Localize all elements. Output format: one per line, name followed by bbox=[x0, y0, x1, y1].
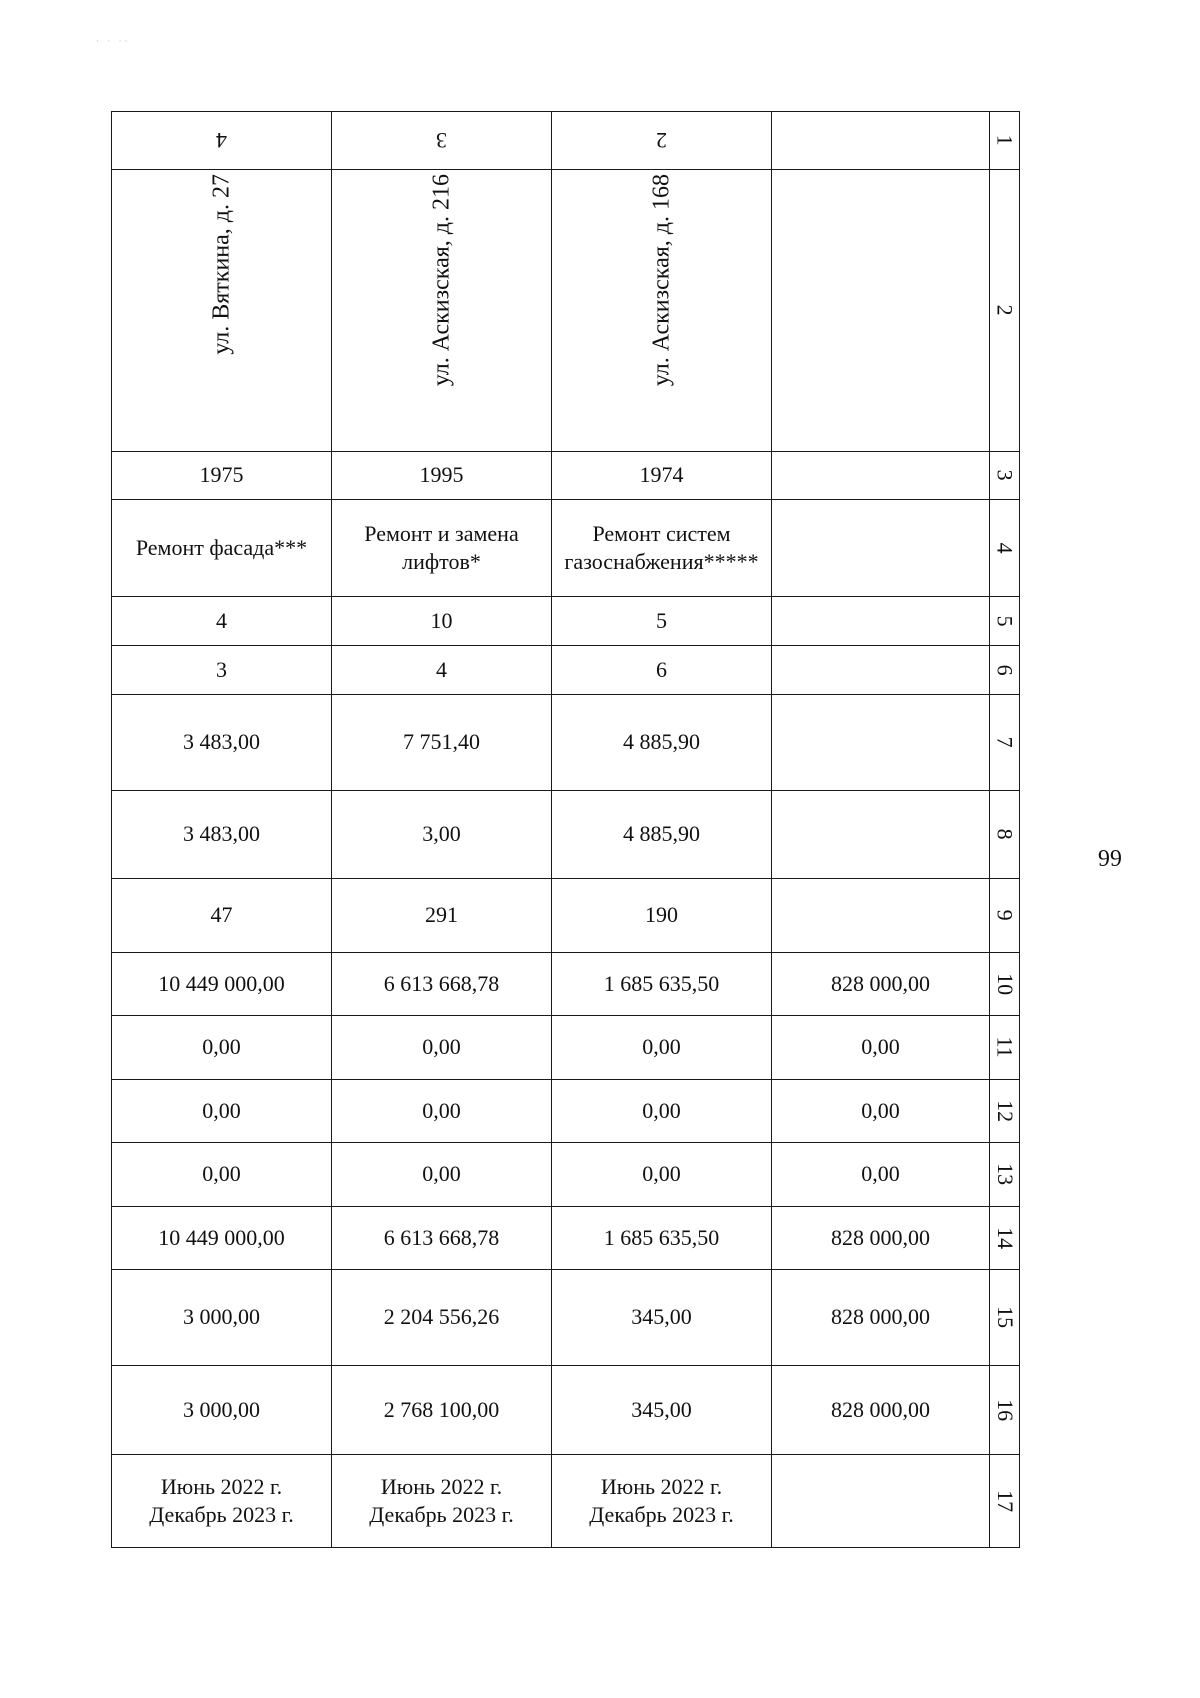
table-cell bbox=[552, 170, 772, 452]
row-number-cell bbox=[990, 597, 1020, 646]
row-number-cell bbox=[990, 879, 1020, 953]
table-cell: Ремонт фасада*** bbox=[112, 500, 332, 597]
table-row bbox=[112, 1016, 1020, 1080]
table-cell: 47 bbox=[112, 879, 332, 953]
table-row bbox=[112, 879, 1020, 953]
table-cell: 0,00 bbox=[552, 1016, 772, 1080]
table-cell: 4 bbox=[332, 646, 552, 695]
repair-program-table bbox=[111, 111, 1020, 1548]
table-cell bbox=[552, 112, 772, 170]
table-row bbox=[112, 953, 1020, 1016]
column-number: 3 bbox=[436, 128, 447, 154]
table-cell bbox=[772, 1455, 990, 1548]
table-cell: 1975 bbox=[112, 452, 332, 500]
row-number-cell bbox=[990, 695, 1020, 791]
table-cell bbox=[112, 1455, 332, 1548]
table-cell bbox=[332, 112, 552, 170]
row-number-cell bbox=[990, 646, 1020, 695]
row-number-cell bbox=[990, 791, 1020, 879]
row-number: 12 bbox=[992, 1100, 1018, 1122]
date-text: Декабрь 2023 г. bbox=[369, 1502, 514, 1527]
address-text: ул. Вяткина, д. 27 bbox=[208, 174, 235, 355]
row-number: 7 bbox=[992, 737, 1018, 748]
table-cell: 345,00 bbox=[552, 1270, 772, 1366]
row-number: 10 bbox=[992, 973, 1018, 995]
row-number: 1 bbox=[992, 135, 1018, 146]
table-cell bbox=[332, 170, 552, 452]
table-cell bbox=[552, 1455, 772, 1548]
table-cell: 0,00 bbox=[552, 1080, 772, 1143]
row-number: 6 bbox=[992, 664, 1018, 676]
table-cell bbox=[772, 597, 990, 646]
table-cell: 1974 bbox=[552, 452, 772, 500]
row-number: 13 bbox=[992, 1163, 1018, 1186]
table-row bbox=[112, 112, 1020, 170]
row-number-cell bbox=[990, 112, 1020, 170]
table-cell: 1995 bbox=[332, 452, 552, 500]
table-cell: 6 613 668,78 bbox=[332, 953, 552, 1016]
row-number-cell bbox=[990, 1080, 1020, 1143]
table-cell bbox=[772, 112, 990, 170]
table-row bbox=[112, 791, 1020, 879]
table-cell bbox=[772, 500, 990, 597]
date-text: Июнь 2022 г. bbox=[380, 1473, 503, 1499]
table-cell: 10 449 000,00 bbox=[112, 953, 332, 1016]
date-text: Декабрь 2023 г. bbox=[149, 1502, 294, 1527]
table-cell: 10 449 000,00 bbox=[112, 1207, 332, 1270]
row-number-cell bbox=[990, 170, 1020, 452]
table-cell: 190 bbox=[552, 879, 772, 953]
table-cell: 828 000,00 bbox=[772, 953, 990, 1016]
column-number: 4 bbox=[216, 128, 227, 154]
table-cell bbox=[772, 452, 990, 500]
row-number-cell bbox=[990, 1270, 1020, 1366]
row-number-cell bbox=[990, 1207, 1020, 1270]
table-cell: 828 000,00 bbox=[772, 1270, 990, 1366]
table-cell bbox=[772, 646, 990, 695]
table-row bbox=[112, 597, 1020, 646]
table-cell: 0,00 bbox=[332, 1143, 552, 1207]
page-number: 66 bbox=[1098, 844, 1122, 870]
scan-marks: · · ·· bbox=[96, 36, 131, 46]
table-cell: 291 bbox=[332, 879, 552, 953]
row-number-cell bbox=[990, 1016, 1020, 1080]
row-number: 4 bbox=[992, 542, 1018, 554]
table-cell: 1 685 635,50 bbox=[552, 953, 772, 1016]
table-cell: 0,00 bbox=[112, 1143, 332, 1207]
row-number: 16 bbox=[992, 1399, 1018, 1421]
row-number: 3 bbox=[992, 470, 1018, 481]
date-text: Июнь 2022 г. bbox=[160, 1473, 283, 1499]
row-number-cell bbox=[990, 500, 1020, 597]
table-cell bbox=[112, 112, 332, 170]
table-cell: 5 bbox=[552, 597, 772, 646]
table-cell: 7 751,40 bbox=[332, 695, 552, 791]
row-number-cell bbox=[990, 1455, 1020, 1548]
row-number: 17 bbox=[992, 1490, 1018, 1512]
row-number: 15 bbox=[992, 1306, 1018, 1329]
table-cell: 0,00 bbox=[772, 1080, 990, 1143]
table-cell bbox=[772, 791, 990, 879]
row-number: 9 bbox=[992, 910, 1018, 921]
row-number: 2 bbox=[992, 305, 1018, 316]
table-cell: 3 483,00 bbox=[112, 791, 332, 879]
table-cell: 2 204 556,26 bbox=[332, 1270, 552, 1366]
table-cell bbox=[332, 1455, 552, 1548]
row-number: 14 bbox=[992, 1227, 1018, 1249]
table-cell: 0,00 bbox=[772, 1143, 990, 1207]
row-number-cell bbox=[990, 1143, 1020, 1207]
address-text: ул. Аскизская, д. 168 bbox=[648, 174, 675, 387]
row-number: 5 bbox=[992, 615, 1018, 627]
table-row bbox=[112, 646, 1020, 695]
table-cell: 4 885,90 bbox=[552, 791, 772, 879]
table-row bbox=[112, 695, 1020, 791]
table-row bbox=[112, 452, 1020, 500]
table-cell: 3 000,00 bbox=[112, 1366, 332, 1455]
table-cell: 0,00 bbox=[772, 1016, 990, 1080]
date-text: Декабрь 2023 г. bbox=[589, 1502, 734, 1527]
table-cell bbox=[772, 170, 990, 452]
table-row bbox=[112, 1143, 1020, 1207]
table-cell: 4 bbox=[112, 597, 332, 646]
table-row bbox=[112, 1455, 1020, 1548]
table-cell: 345,00 bbox=[552, 1366, 772, 1455]
table-row bbox=[112, 500, 1020, 597]
address-text: ул. Аскизская, д. 216 bbox=[428, 174, 455, 387]
table-cell bbox=[772, 879, 990, 953]
table-cell: 0,00 bbox=[112, 1016, 332, 1080]
table-row bbox=[112, 1080, 1020, 1143]
table-cell: 4 885,90 bbox=[552, 695, 772, 791]
table-cell: 0,00 bbox=[332, 1016, 552, 1080]
row-number-cell bbox=[990, 953, 1020, 1016]
table-cell: 3,00 bbox=[332, 791, 552, 879]
table-cell: 6 bbox=[552, 646, 772, 695]
row-number-cell bbox=[990, 1366, 1020, 1455]
table-cell bbox=[112, 170, 332, 452]
table-cell: 10 bbox=[332, 597, 552, 646]
row-number: 8 bbox=[992, 829, 1018, 840]
table-cell: Ремонт и замена лифтов* bbox=[332, 500, 552, 597]
table-cell: 828 000,00 bbox=[772, 1366, 990, 1455]
table-cell: Ремонт систем газоснабжения***** bbox=[552, 500, 772, 597]
table-row bbox=[112, 1366, 1020, 1455]
table-cell bbox=[772, 695, 990, 791]
table-cell: 0,00 bbox=[552, 1143, 772, 1207]
table-cell: 3 000,00 bbox=[112, 1270, 332, 1366]
table-cell: 3 bbox=[112, 646, 332, 695]
table-cell: 2 768 100,00 bbox=[332, 1366, 552, 1455]
table-cell: 0,00 bbox=[112, 1080, 332, 1143]
table-cell: 0,00 bbox=[332, 1080, 552, 1143]
row-number: 11 bbox=[992, 1036, 1018, 1059]
table-row bbox=[112, 1270, 1020, 1366]
date-text: Июнь 2022 г. bbox=[600, 1473, 723, 1499]
table-cell: 6 613 668,78 bbox=[332, 1207, 552, 1270]
table-cell: 1 685 635,50 bbox=[552, 1207, 772, 1270]
table-row bbox=[112, 170, 1020, 452]
column-number: 2 bbox=[656, 128, 667, 154]
table-cell: 828 000,00 bbox=[772, 1207, 990, 1270]
row-number-cell bbox=[990, 452, 1020, 500]
table-cell: 3 483,00 bbox=[112, 695, 332, 791]
table-row bbox=[112, 1207, 1020, 1270]
